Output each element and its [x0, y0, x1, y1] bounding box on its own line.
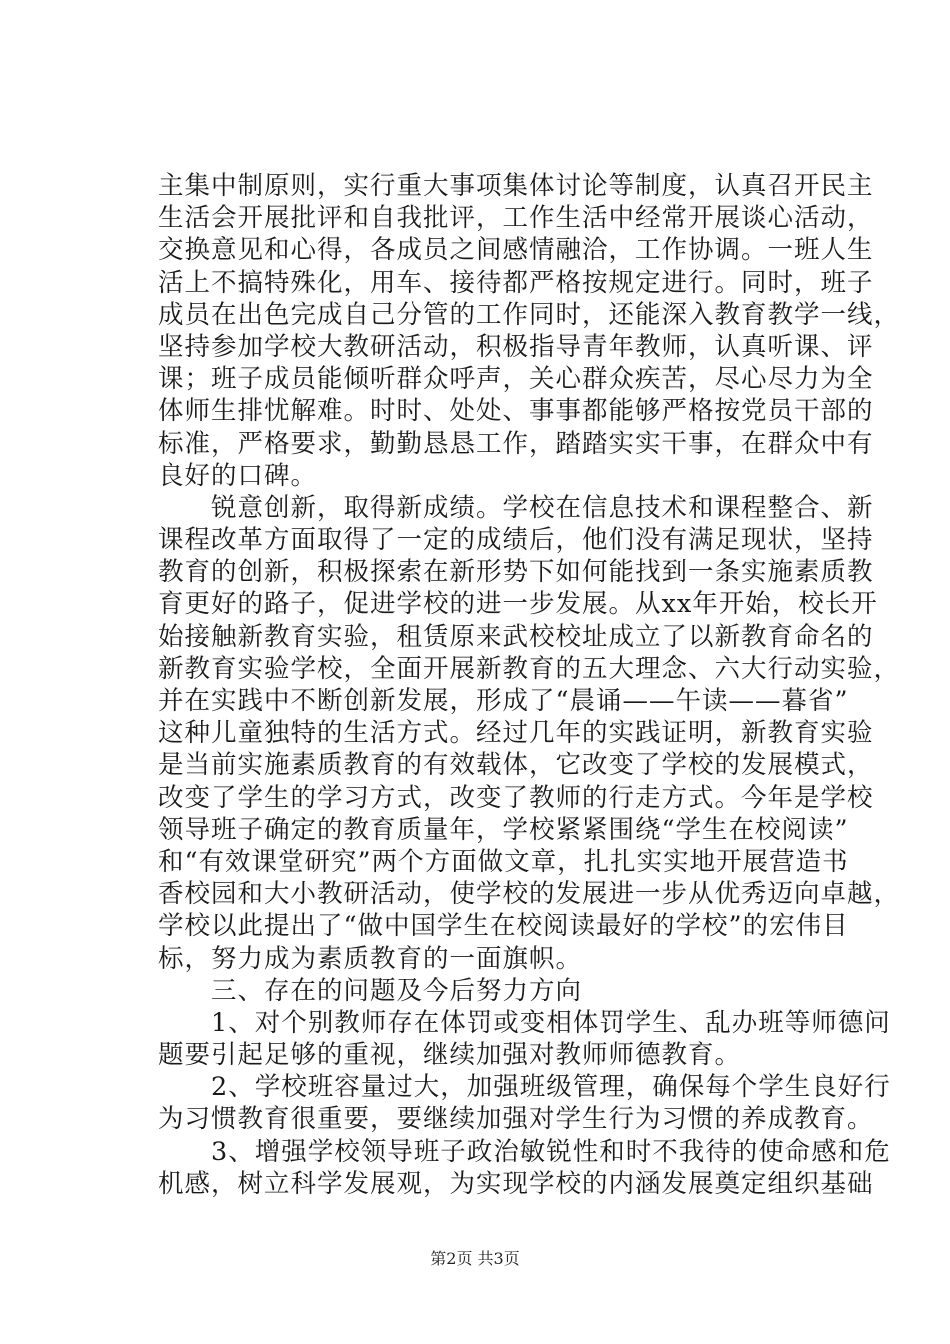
- body-text: [158, 170, 901, 1200]
- text-line: 标准，严格要求，勤勤恳恳工作，踏踏实实干事，在群众中有: [158, 428, 874, 459]
- text-line: 生活会开展批评和自我批评，工作生活中经常开展谈心活动，: [158, 203, 874, 234]
- text-line: 题要引起足够的重视，继续加强对教师师德教育。: [158, 1040, 742, 1071]
- text-line: 和“有效课堂研究”两个方面做文章，扎扎实实地开展营造书: [158, 846, 849, 877]
- text-line: 这种儿童独特的生活方式。经过几年的实践证明，新教育实验: [158, 718, 874, 749]
- page-number-footer: 第2页 共3页: [430, 1249, 520, 1268]
- text-line: 成员在出色完成自己分管的工作同时，还能深入教育教学一线，: [158, 299, 901, 330]
- text-line: 交换意见和心得，各成员之间感情融洽，工作协调。一班人生: [158, 235, 874, 266]
- text-line: 育更好的路子，促进学校的进一步发展。从xx年开始，校长开: [158, 589, 878, 620]
- text-line: 课程改革方面取得了一定的成绩后，他们没有满足现状，坚持: [158, 525, 874, 556]
- text-line: 并在实践中不断创新发展，形成了“晨诵——午读——暮省”: [158, 686, 849, 716]
- text-line: 教育的创新，积极探索在新形势下如何能找到一条实施素质教: [158, 557, 874, 588]
- text-line: 3、增强学校领导班子政治敏锐性和时不我待的使命感和危: [158, 1136, 891, 1167]
- text-line: 标，努力成为素质教育的一面旗帜。: [158, 943, 583, 974]
- text-line: 1、对个别教师存在体罚或变相体罚学生、乱办班等师德问: [158, 1007, 891, 1038]
- text-line: 始接触新教育实验，租赁原来武校校址成立了以新教育命名的: [158, 621, 874, 652]
- text-line: 香校园和大小教研活动，使学校的发展进一步从优秀迈向卓越，: [158, 879, 901, 910]
- text-line: 活上不搞特殊化，用车、接待都严格按规定进行。同时，班子: [158, 267, 874, 298]
- text-line: 2、学校班容量过大，加强班级管理，确保每个学生良好行: [158, 1072, 891, 1103]
- text-line: 为习惯教育很重要，要继续加强对学生行为习惯的养成教育。: [158, 1104, 874, 1135]
- text-line: 机感，树立科学发展观，为实现学校的内涵发展奠定组织基础: [158, 1168, 874, 1199]
- text-line: 改变了学生的学习方式，改变了教师的行走方式。今年是学校: [158, 782, 874, 813]
- text-line: 课；班子成员能倾听群众呼声，关心群众疾苦，尽心尽力为全: [158, 364, 874, 395]
- text-line: 新教育实验学校，全面开展新教育的五大理念、六大行动实验，: [158, 653, 901, 684]
- text-line: 是当前实施素质教育的有效载体，它改变了学校的发展模式，: [158, 750, 874, 781]
- section-heading: 三、存在的问题及今后努力方向: [158, 975, 583, 1006]
- text-line: 体师生排忧解难。时时、处处、事事都能够严格按党员干部的: [158, 396, 874, 427]
- text-line: 良好的口碑。: [158, 460, 318, 491]
- text-line: 学校以此提出了“做中国学生在校阅读最好的学校”的宏伟目: [158, 911, 849, 942]
- text-line: 领导班子确定的教育质量年，学校紧紧围绕“学生在校阅读”: [158, 814, 849, 845]
- text-line: 锐意创新，取得新成绩。学校在信息技术和课程整合、新: [158, 492, 874, 523]
- text-line: 坚持参加学校大教研活动，积极指导青年教师，认真听课、评: [158, 331, 874, 362]
- text-line: 主集中制原则，实行重大事项集体讨论等制度，认真召开民主: [158, 171, 874, 201]
